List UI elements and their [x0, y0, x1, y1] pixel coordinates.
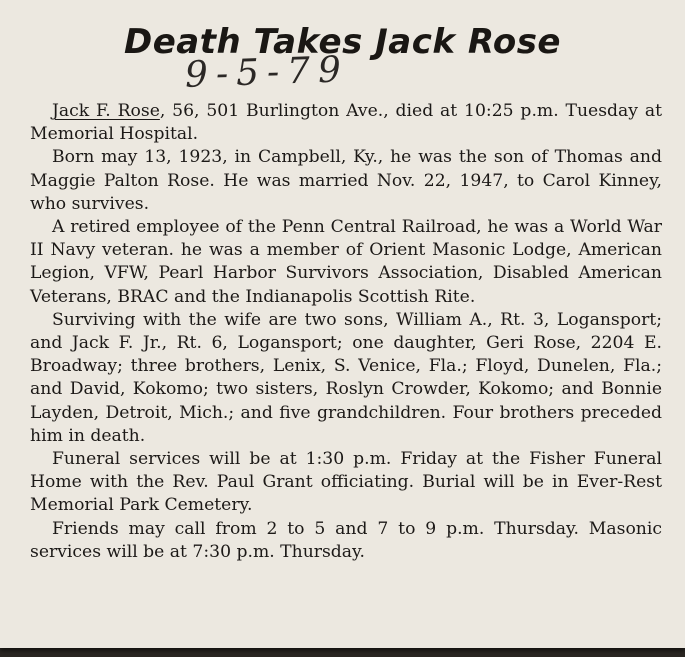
headline: Death Takes Jack Rose [124, 22, 561, 62]
paragraph-survivors: Surviving with the wife are two sons, William A., Rt. 3, Logansport; and Jack F. Jr., Rt. 6, Logansport; one daughter, Geri Rose, 2204 E. Broadway; three brothers, Lenix, S. Venice, Fla.; Floyd, Dunelen, Fla.; and David, Kokomo; two sisters, Roslyn Crowder, Kokomo; and Bonnie Layden, Detroit, Mich.; and five grandchildren. Four brothers preceded him in death. [30, 309, 662, 446]
paragraph-birth: Born may 13, 1923, in Campbell, Ky., he was the son of Thomas and Maggie Palton Rose. He was married Nov. 22, 1947, to Carol Kinney, who survives. [30, 147, 662, 214]
article-body [30, 100, 662, 564]
paragraph-career: A retired employee of the Penn Central Railroad, he was a World War II Navy veteran. he was a member of Orient Masonic Lodge, American Legion, VFW, Pearl Harbor Survivors Association, Disabled American Veterans, BRAC and the Indianapolis Scottish Rite. [30, 217, 662, 307]
paragraph-funeral: Funeral services will be at 1:30 p.m. Friday at the Fisher Funeral Home with the Rev. Paul Grant officiating. Burial will be in Ever-Rest Memorial Park Cemetery. [30, 449, 662, 516]
paragraph-visitation: Friends may call from 2 to 5 and 7 to 9 p.m. Thursday. Masonic services will be at 7:30 p.m. Thursday. [30, 518, 662, 562]
paragraph-death-notice [30, 100, 662, 146]
paragraph-text: , 56, 501 Burlington Ave., died at 10:25 p.m. Tuesday at Memorial Hospital. [30, 101, 662, 145]
handwritten-date: 9-5-79 [184, 49, 350, 96]
deceased-name: Jack F. Rose [52, 101, 160, 121]
